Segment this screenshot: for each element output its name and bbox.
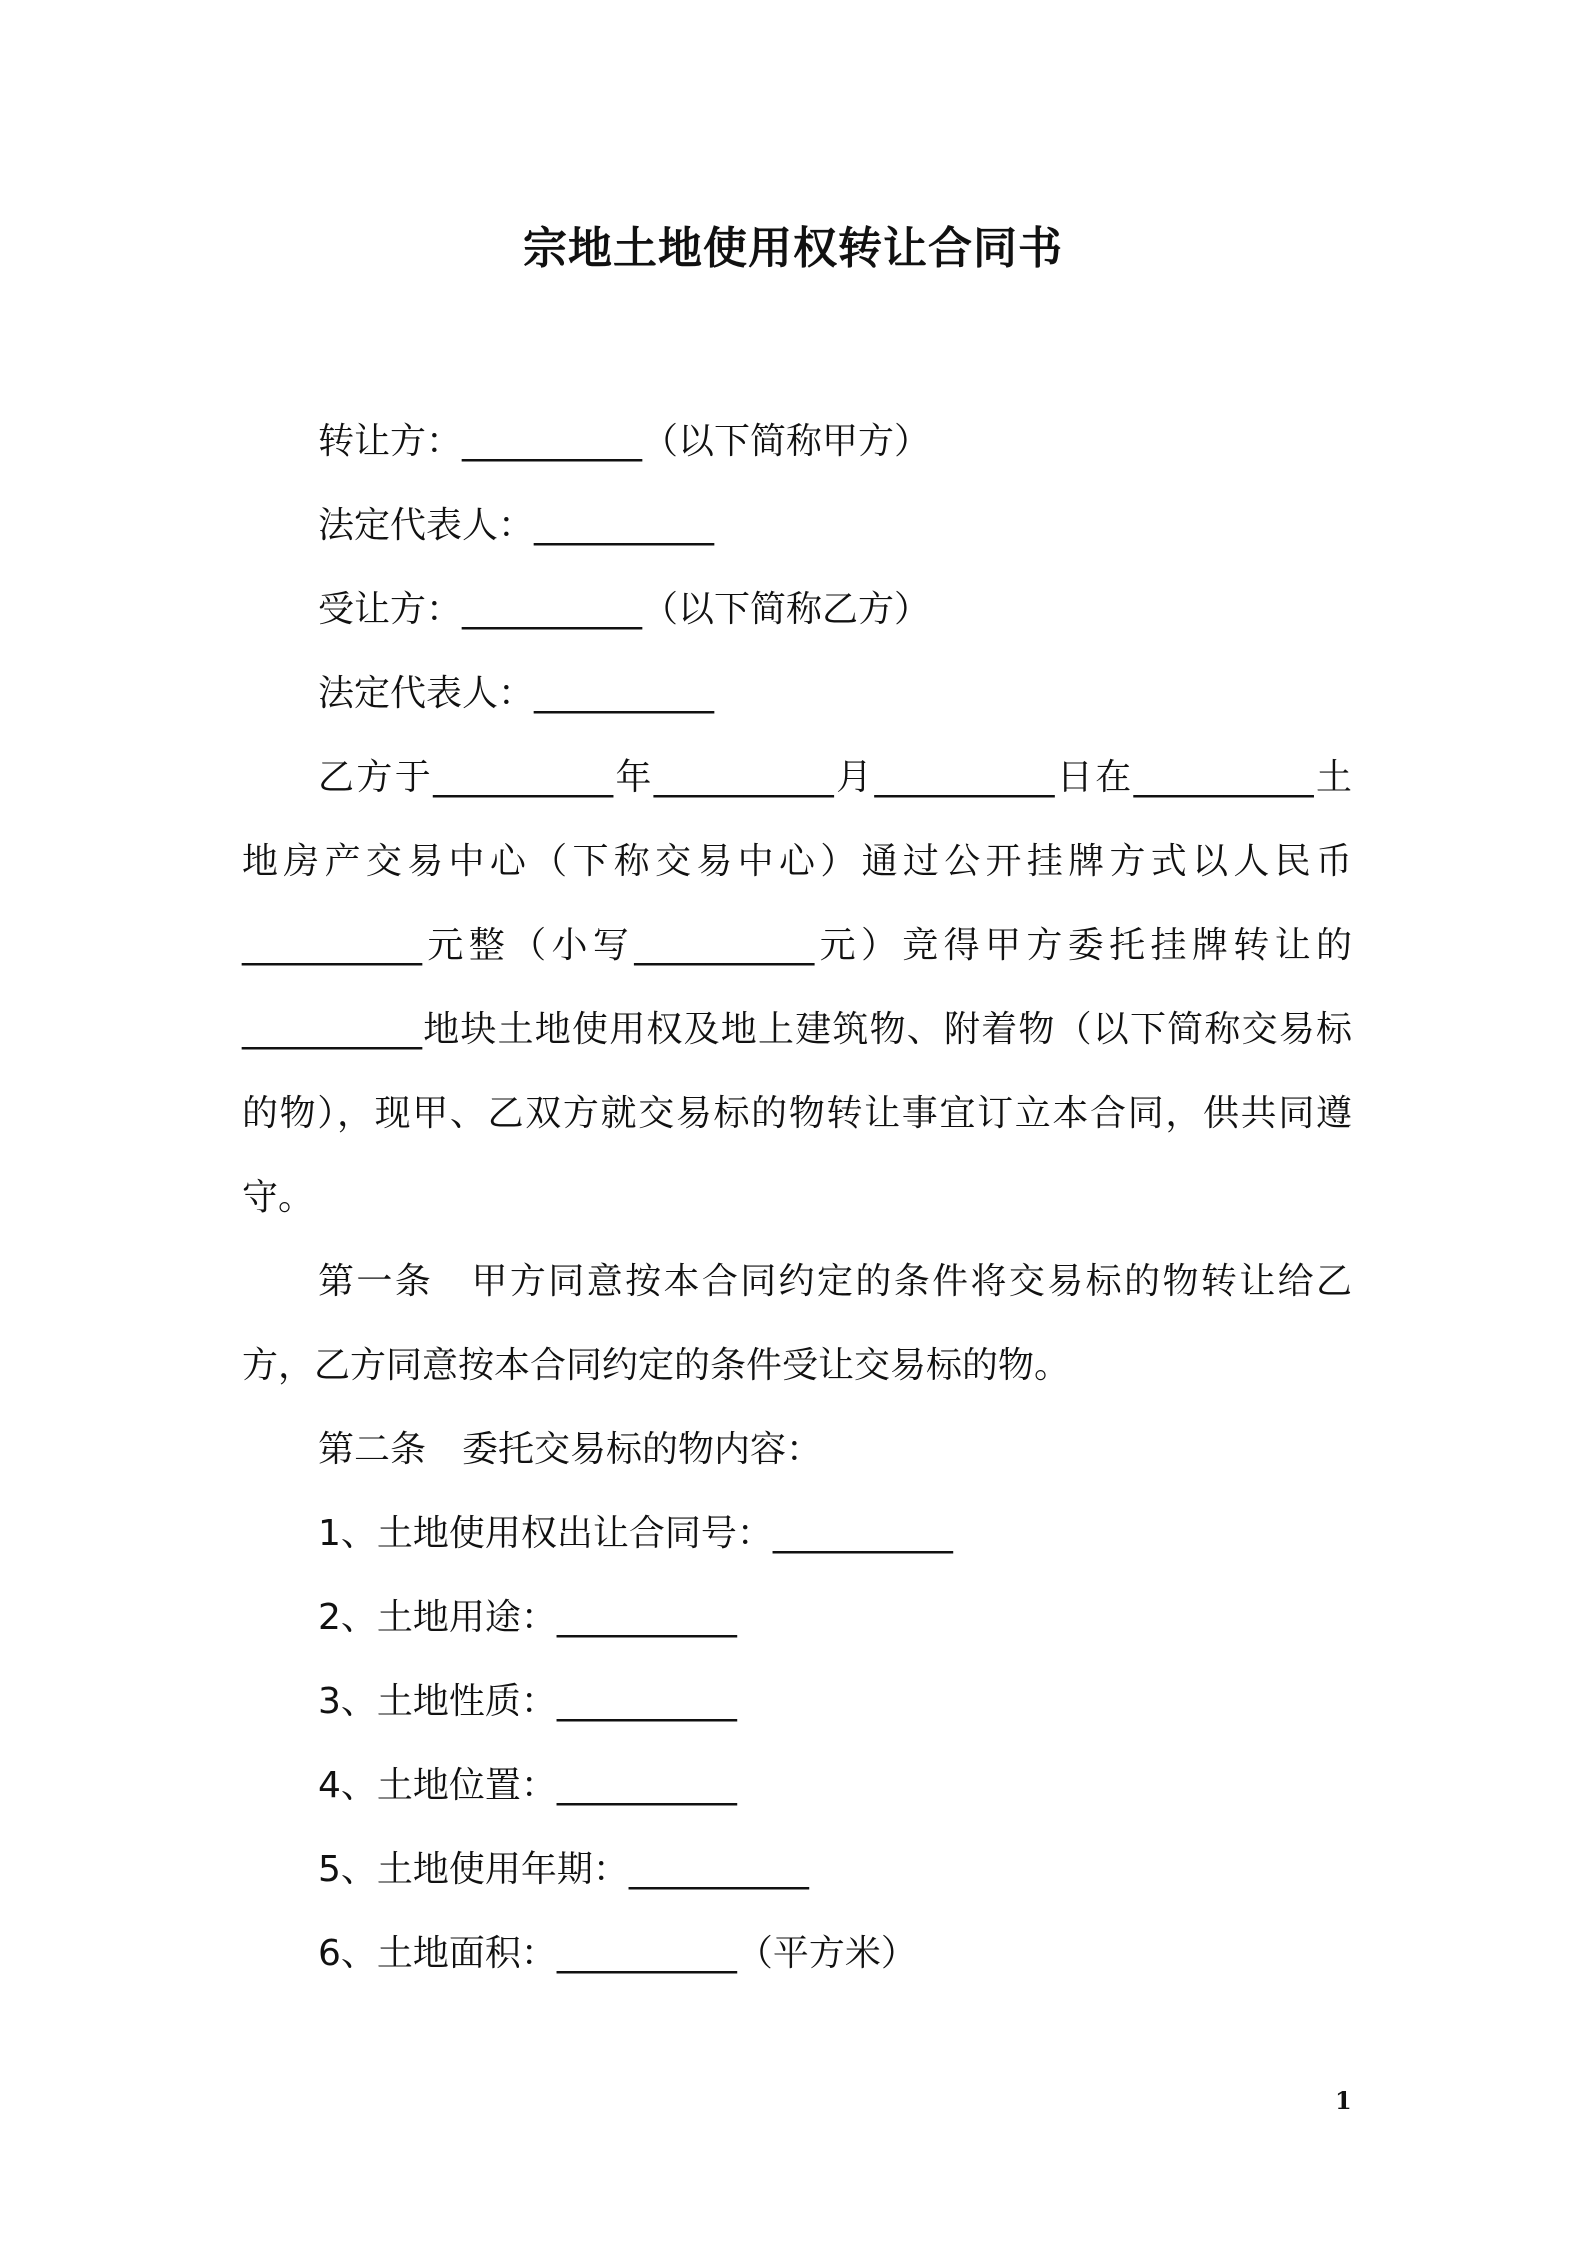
document-body [242,400,1352,1996]
item-land-use: 2、土地用途：__________ [318,1597,737,1638]
transferee-line: 受让方：__________（以下简称乙方） [318,589,931,630]
article-one-paragraph: 第一条 甲方同意按本合同约定的条件将交易标的物转让给乙方，乙方同意按本合同约定的条件受让交易标的物。 [242,1261,1352,1386]
preamble-paragraph: 乙方于__________年__________月__________日在__________土地房产交易中心（下称交易中心）通过公开挂牌方式以人民币__________元整（小写__________元）竞得甲方委托挂牌转让的__________地块土地使用权及地上建筑物、附着物（以下简称交易标的物），现甲、乙双方就交易标的物转让事宜订立本合同，供共同遵守。 [242,757,1352,1218]
item-land-nature: 3、土地性质：__________ [318,1681,737,1722]
transferor-representative-line: 法定代表人：__________ [318,505,715,546]
item-contract-number: 1、土地使用权出让合同号：__________ [318,1513,953,1554]
item-land-location: 4、土地位置：__________ [318,1765,737,1806]
article-two-heading: 第二条 委托交易标的物内容： [318,1429,823,1470]
transferee-representative-line: 法定代表人：__________ [318,673,715,714]
transferor-line: 转让方：__________（以下简称甲方） [318,421,931,462]
document-title: 宗地土地使用权转让合同书 [523,223,1063,274]
page-number: 1 [1335,2086,1352,2115]
item-land-area: 6、土地面积：__________（平方米） [318,1933,917,1974]
item-land-term: 5、土地使用年期：__________ [318,1849,809,1890]
